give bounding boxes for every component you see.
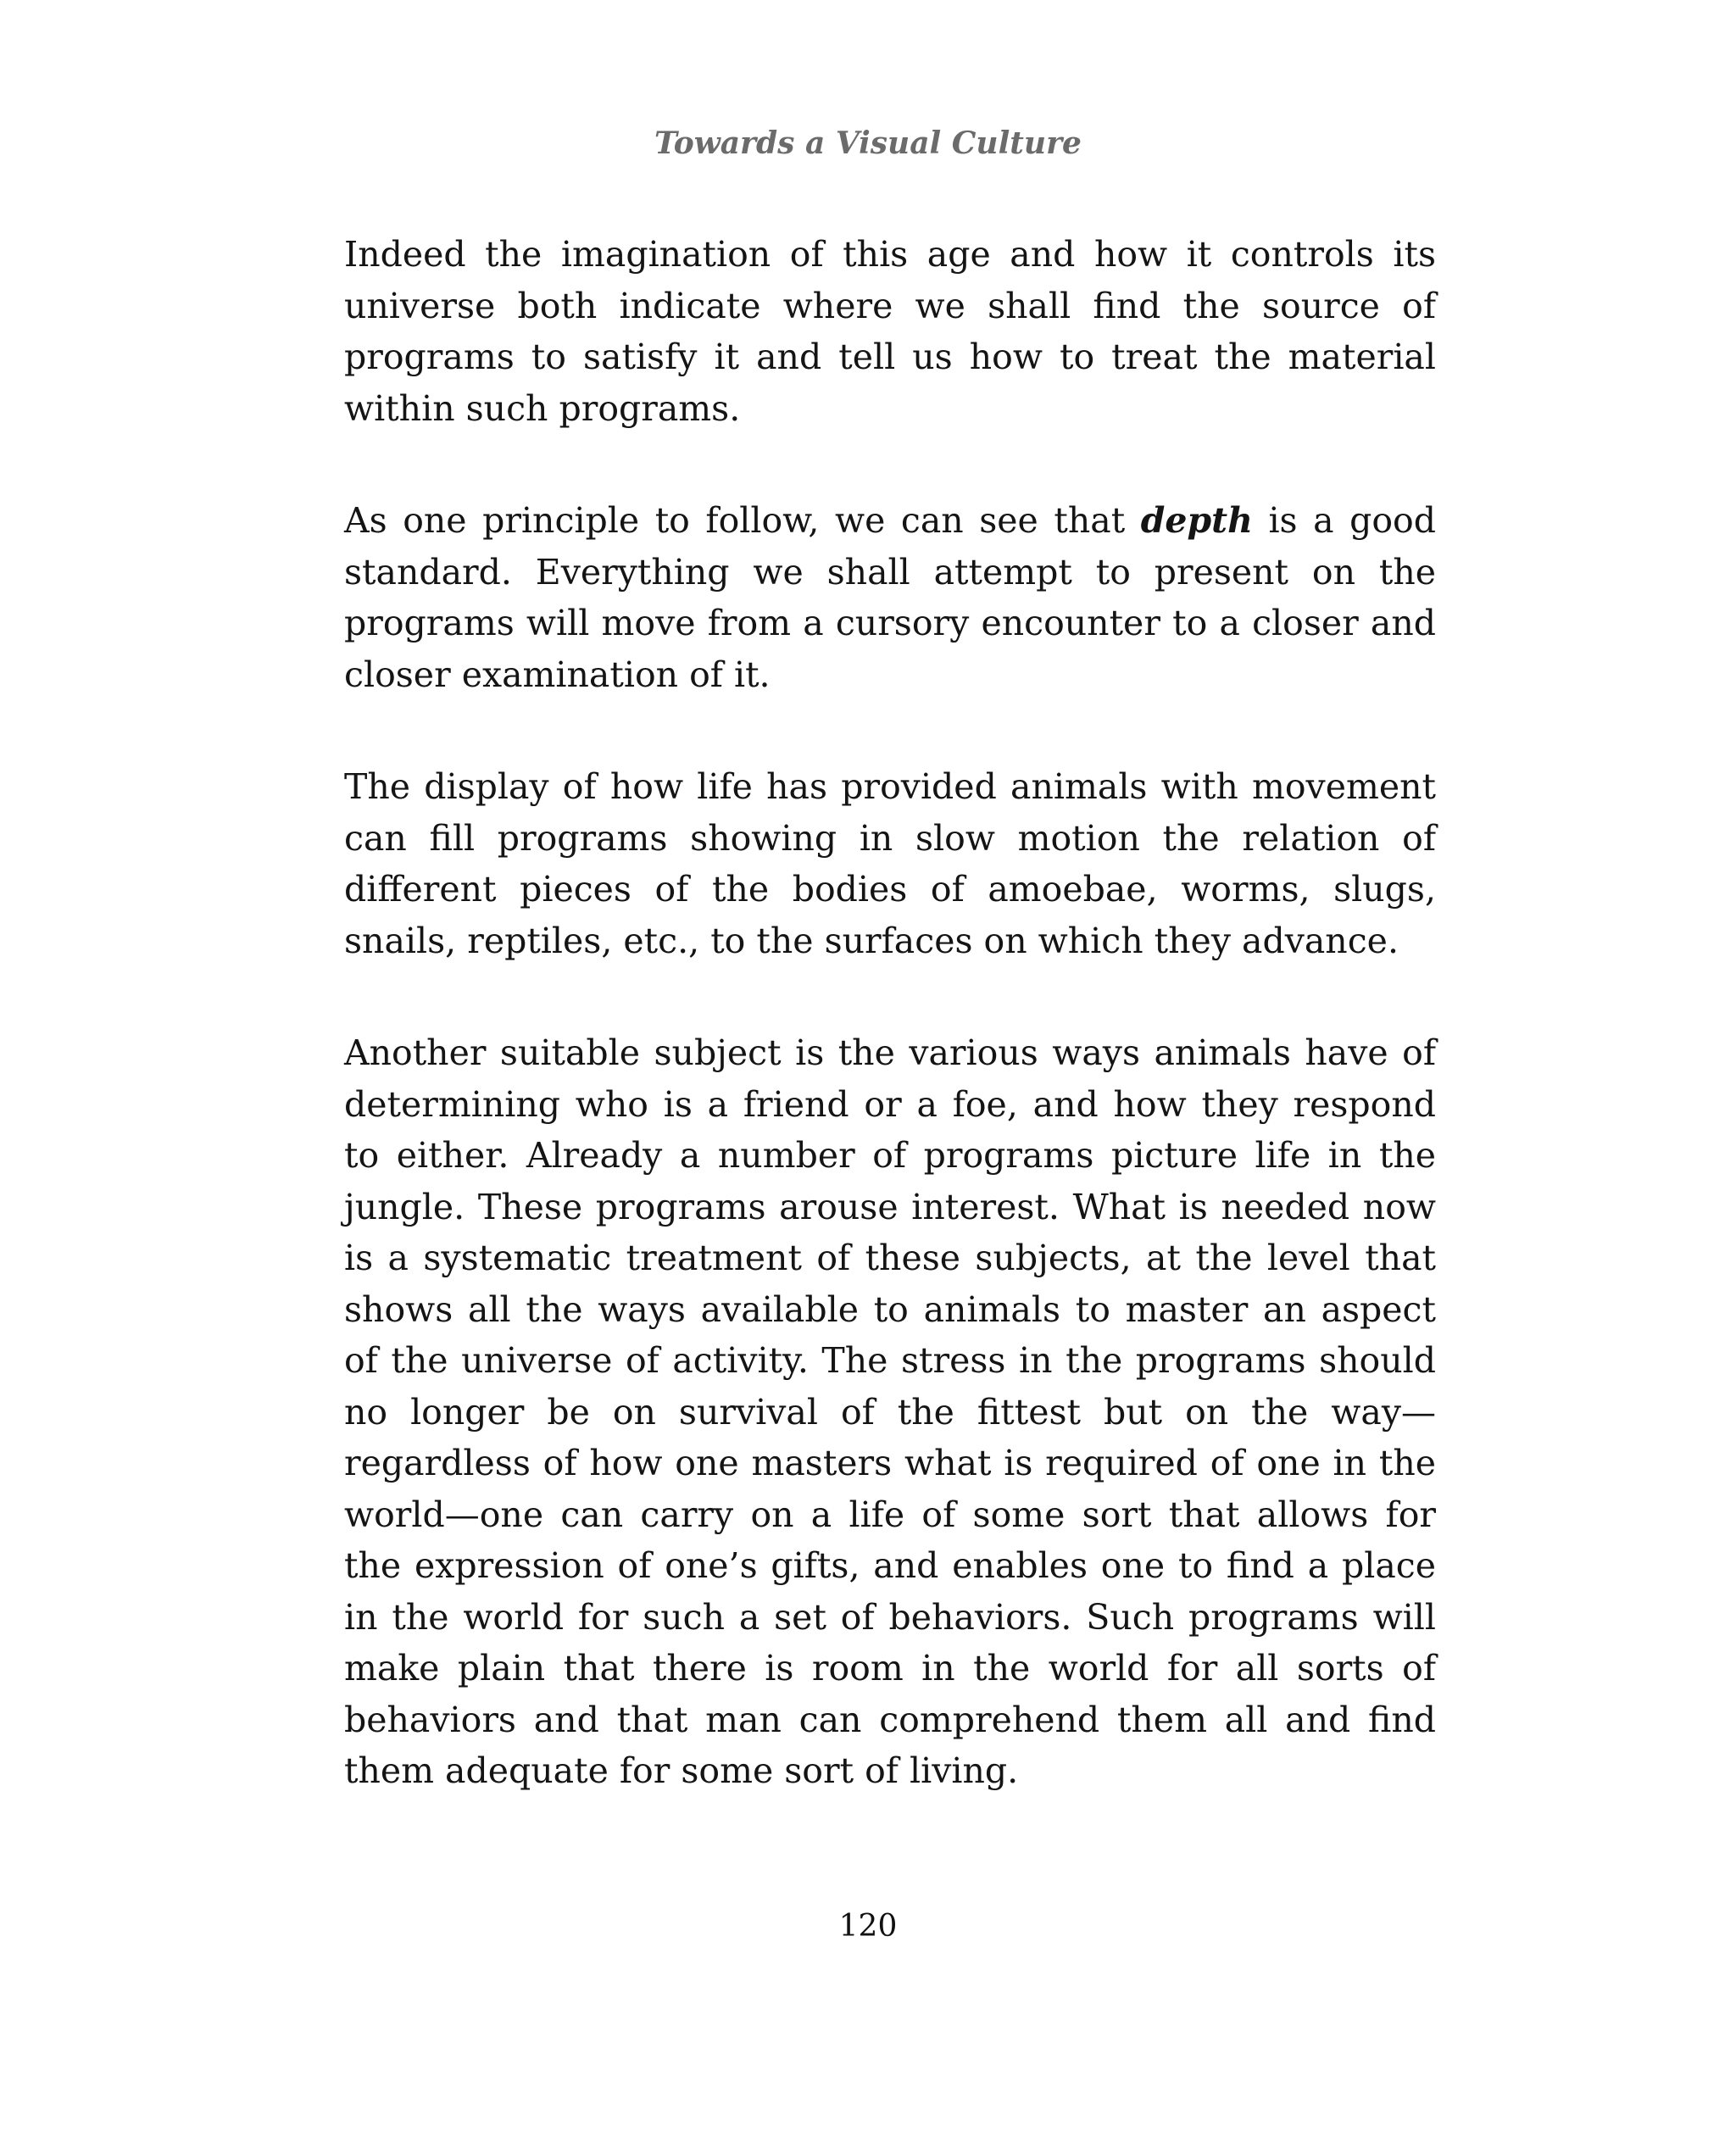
paragraph-3: The display of how life has provided animals with movement can fill programs showing in slow motion the relation of different pieces of the bodies of amoebae, worms, slugs, snails, reptiles, etc., to the surfaces on which they advance.	[344, 766, 1436, 961]
paragraph-1: Indeed the imagination of this age and how it controls its universe both indicate where we shall find the source of programs to satisfy it and tell us how to treat the material within such programs.	[344, 234, 1436, 429]
page-body	[344, 229, 1436, 1797]
paragraph-2-lead: As one principle to follow, we can see that	[344, 500, 1141, 541]
paragraph-2-rest: is a good standard. Everything we shall attempt to present on the programs will move from a cursory encounter to a closer and closer examination of it.	[344, 500, 1436, 695]
paragraph-4: Another suitable subject is the various ways animals have of determining who is a friend or a foe, and how they respond to either. Already a number of programs picture life in the jungle. These programs arouse interest. What is needed now is a systematic treatment of these subjects, at the level that shows all the ways available to animals to master an aspect of the universe of activity. The stress in the programs should no longer be on survival of the fittest but on the way—regardless of how one masters what is required of one in the world—one can carry on a life of some sort that allows for the expression of one’s gifts, and enables one to find a place in the world for such a set of behaviors. Such programs will make plain that there is room in the world for all sorts of behaviors and that man can comprehend them all and find them adequate for some sort of living.	[344, 1032, 1436, 1791]
page-number: 120	[838, 1909, 898, 1944]
emphasis-depth: depth	[1140, 500, 1253, 541]
paragraph-2	[344, 495, 1436, 700]
running-head-title: Towards a Visual Culture	[654, 125, 1082, 161]
